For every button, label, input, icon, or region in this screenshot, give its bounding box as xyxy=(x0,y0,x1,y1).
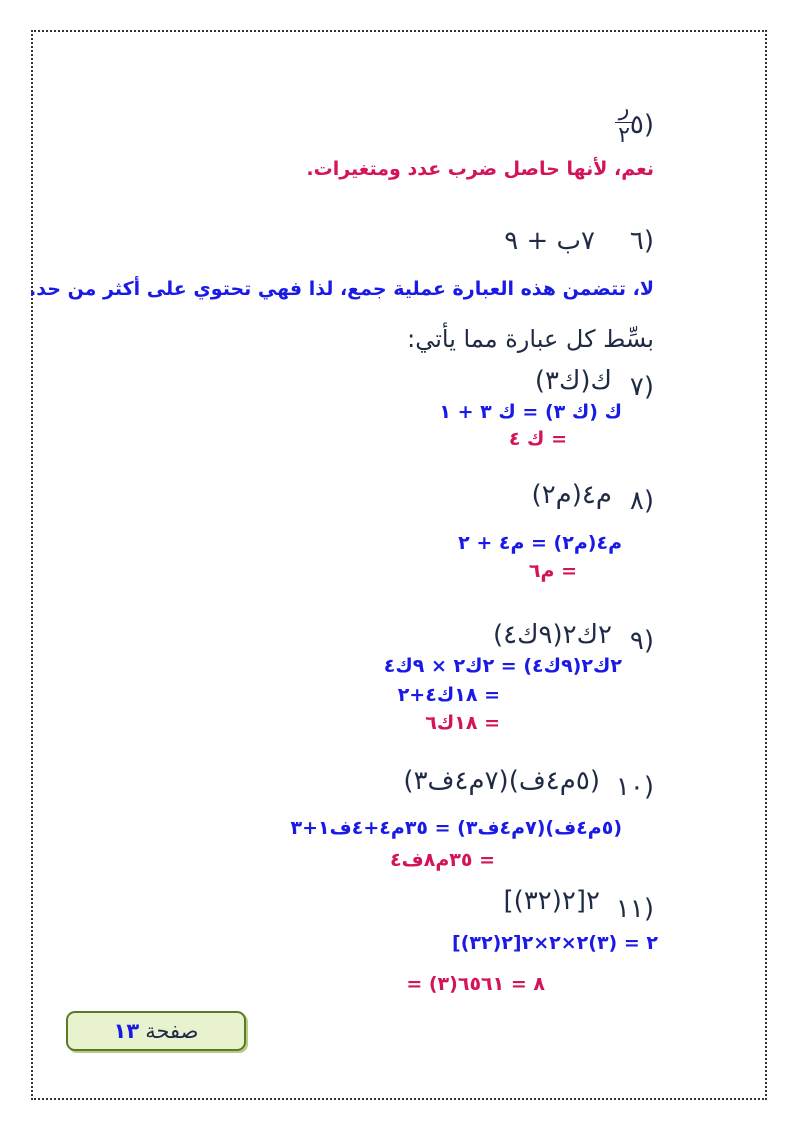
exercise-9-expression: ٢ك٢(٩ك٤) xyxy=(492,620,612,650)
exercise-7-number: ٧) xyxy=(629,372,654,402)
fraction-numerator: ر xyxy=(618,96,630,121)
problem-6-number: ٦) xyxy=(629,226,654,256)
problem-6-answer: لا، تتضمن هذه العبارة عملية جمع، لذا فهي تحتوي على أكثر من حد. xyxy=(29,278,654,300)
exercise-8-expression: م٤(م٢) xyxy=(531,480,612,510)
exercise-7-step-2: = ك ٤ xyxy=(508,428,567,450)
exercise-10-step-2: = ٣٥م٨ف٤ xyxy=(390,849,495,871)
exercise-9-number: ٩) xyxy=(629,626,654,656)
problem-5-fraction xyxy=(615,98,633,147)
exercise-11-expression: [(٣٢)٢]٢ xyxy=(503,886,600,916)
page-number: ١٣ xyxy=(113,1019,140,1043)
section-instruction: بسِّط كل عبارة مما يأتي: xyxy=(407,325,654,353)
exercise-9-step-3: = ١٨ك٦ xyxy=(425,712,500,734)
exercise-11-step-2: = (٣)٨ = ٦٥٦١ xyxy=(406,973,545,995)
exercise-9-step-2: = ١٨ك٤+٢ xyxy=(397,684,500,706)
exercise-10-step-1: (٥م٤ف)(٧م٤ف٣) = ٣٥م٤+٤ف١+٣ xyxy=(290,817,622,839)
exercise-8-step-1: م٤(م٢) = م٤ + ٢ xyxy=(458,532,622,554)
fraction-denominator: ٢ xyxy=(618,123,630,148)
exercise-10-number: ١٠) xyxy=(615,772,654,802)
exercise-10-expression: (٥م٤ف)(٧م٤ف٣) xyxy=(403,766,600,796)
page-label: صفحة xyxy=(145,1019,199,1043)
problem-5-answer: نعم، لأنها حاصل ضرب عدد ومتغيرات. xyxy=(306,158,654,180)
exercise-7-expression: ك(ك٣) xyxy=(534,366,612,396)
exercise-11-number: ١١) xyxy=(615,894,654,924)
exercise-8-step-2: = م٦ xyxy=(528,560,577,582)
problem-6-expression: ٧ب + ٩ xyxy=(504,226,595,256)
page-number-badge xyxy=(66,1011,246,1051)
problem-5-number: ٥) xyxy=(629,110,654,140)
exercise-7-step-1: ك (ك ٣) = ك ٣ + ١ xyxy=(439,401,622,423)
exercise-11-step-1: [(٣٢)٢]٢ = (٣)٢×٢×٢ xyxy=(452,932,658,954)
exercise-9-step-1: ٢ك٢(٩ك٤) = ٢ك٢ × ٩ك٤ xyxy=(383,655,622,677)
exercise-8-number: ٨) xyxy=(629,486,654,516)
